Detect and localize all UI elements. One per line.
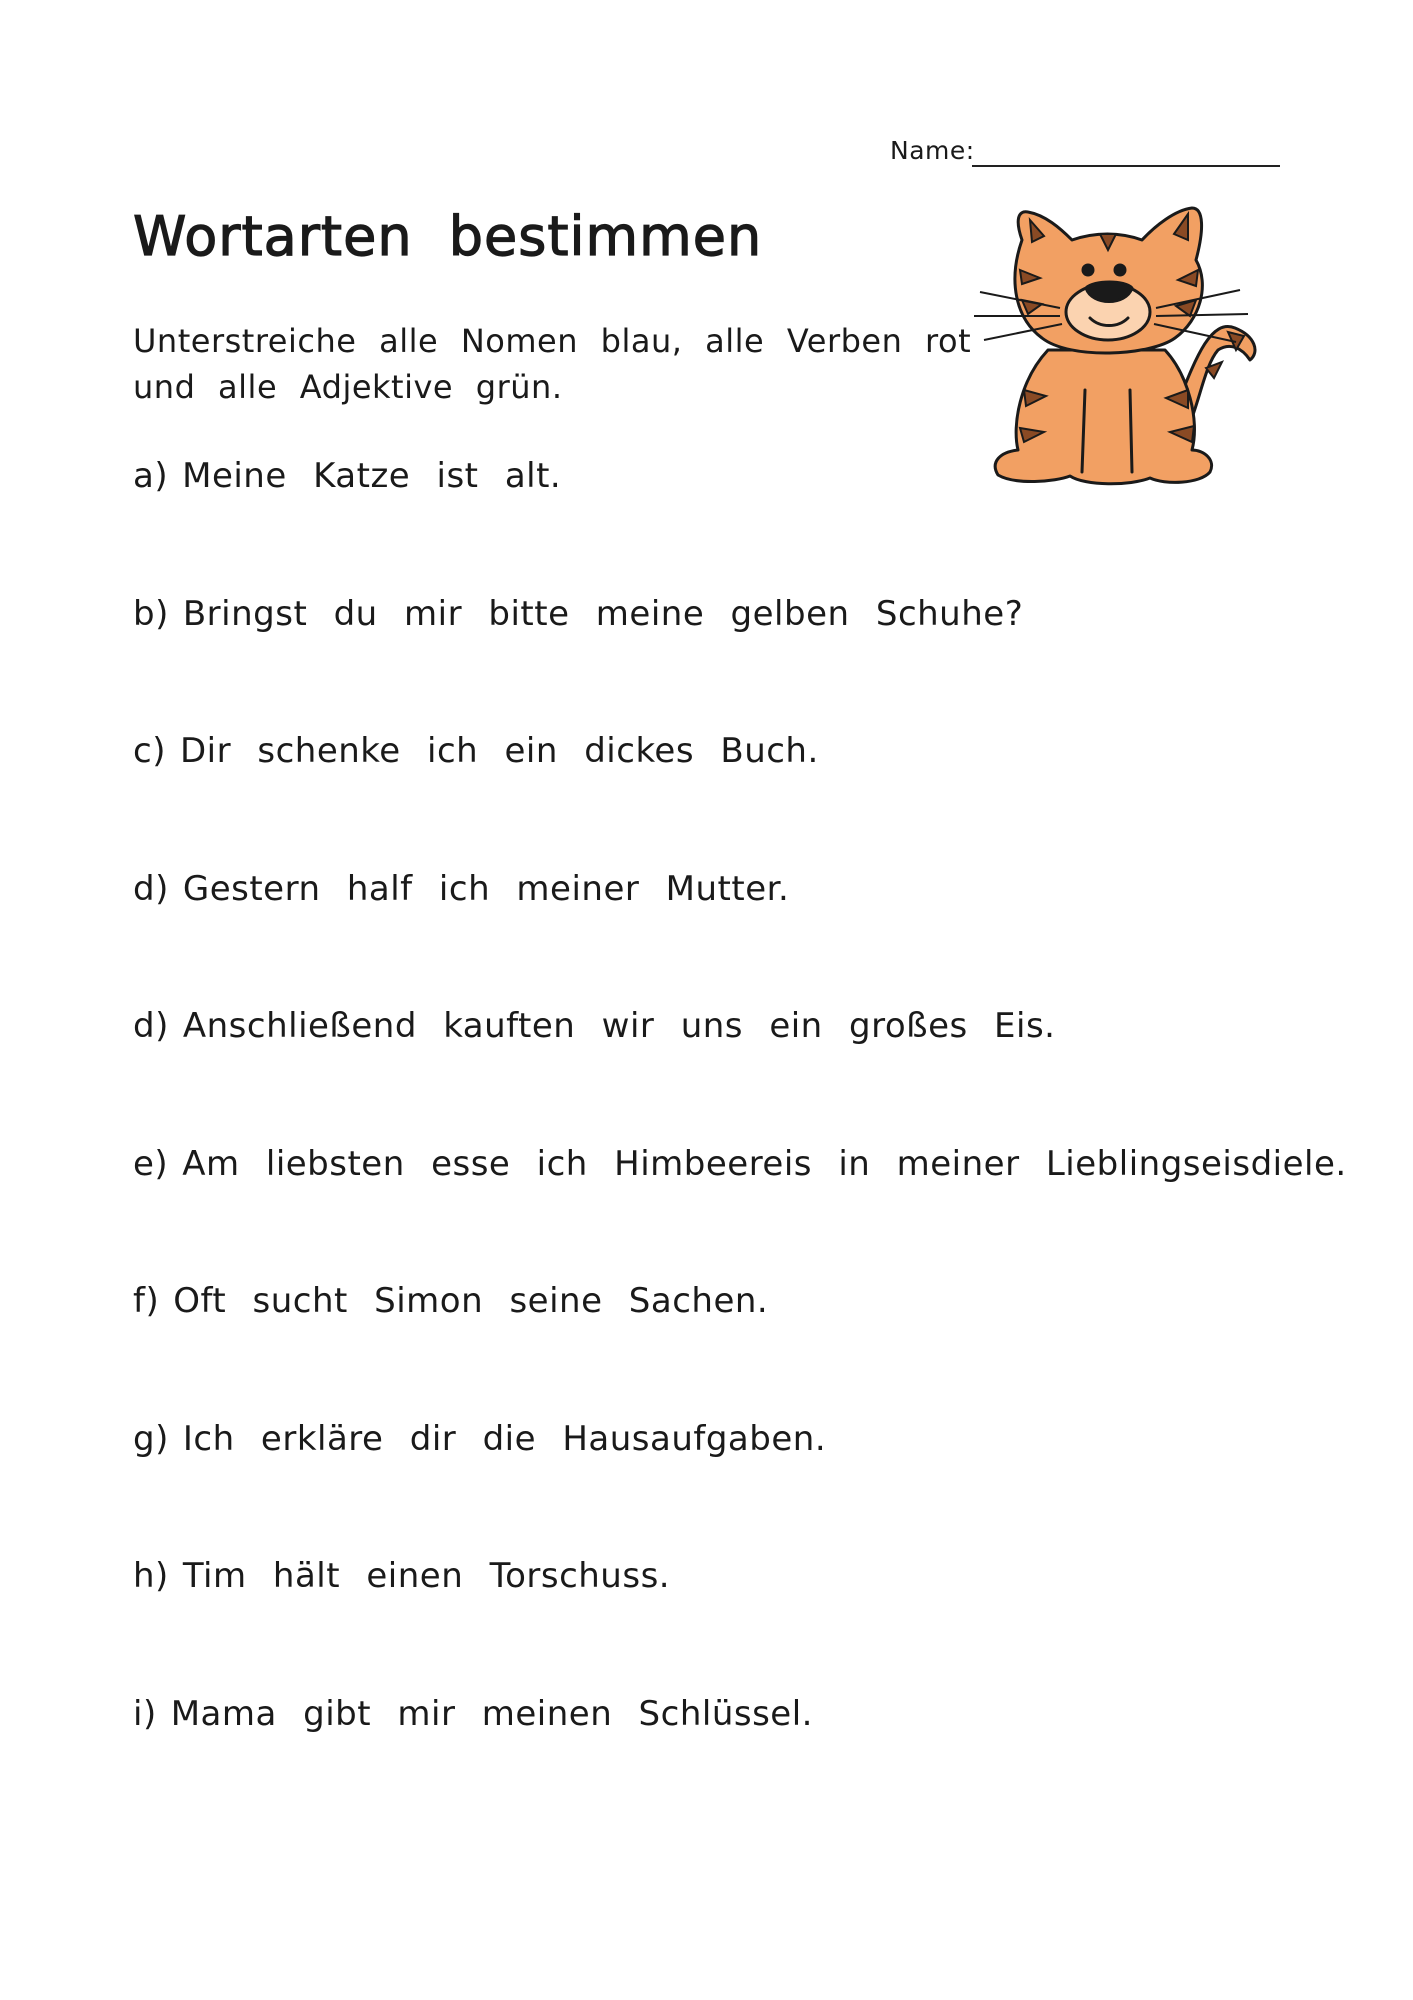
exercise-sentence: Gestern half ich meiner Mutter. (182, 868, 790, 909)
exercise-letter: a) (133, 456, 169, 496)
exercise-sentence: Oft sucht Simon seine Sachen. (173, 1281, 769, 1321)
exercise-d-2 (133, 1006, 1347, 1144)
cat-body (995, 350, 1211, 484)
cat-leg-line-right (1130, 390, 1132, 472)
cat-eye-right (1115, 265, 1125, 275)
instruction-text (133, 318, 972, 410)
exercise-f (133, 1281, 1347, 1419)
exercise-g (133, 1419, 1347, 1557)
exercise-h (133, 1556, 1347, 1694)
exercise-letter: d) (133, 1006, 169, 1046)
exercise-letter: d) (133, 868, 169, 909)
exercise-letter: g) (133, 1418, 169, 1459)
instruction-line-2: und alle Adjektive grün. (133, 368, 563, 406)
cat-icon (960, 200, 1270, 490)
name-line[interactable] (972, 165, 1280, 167)
cat-eye-left (1083, 265, 1093, 275)
exercise-i (133, 1694, 1347, 1832)
instruction-line-1: Unterstreiche alle Nomen blau, alle Verben rot (133, 322, 972, 360)
exercise-sentence: Mama gibt mir meinen Schlüssel. (170, 1693, 813, 1734)
exercise-letter: i) (133, 1693, 157, 1734)
exercise-letter: h) (133, 1556, 169, 1596)
exercise-list (133, 456, 1347, 1831)
exercise-sentence: Dir schenke ich ein dickes Buch. (179, 731, 819, 771)
exercise-letter: f) (133, 1281, 160, 1321)
exercise-letter: c) (133, 731, 166, 771)
exercise-sentence: Bringst du mir bitte meine gelben Schuhe? (182, 593, 1024, 634)
exercise-letter: e) (133, 1143, 169, 1184)
exercise-e (133, 1144, 1347, 1282)
exercise-sentence: Meine Katze ist alt. (182, 456, 562, 496)
page-title: Wortarten bestimmen (133, 205, 763, 268)
exercise-sentence: Tim hält einen Torschuss. (182, 1556, 671, 1596)
exercise-c (133, 731, 1347, 869)
exercise-sentence: Anschließend kauften wir uns ein großes Eis. (182, 1006, 1056, 1046)
cat-nose (1086, 282, 1132, 302)
exercise-d-1 (133, 869, 1347, 1007)
name-label: Name: (890, 136, 975, 165)
exercise-sentence: Am liebsten esse ich Himbeereis in meiner Lieblingseisdiele. (182, 1143, 1347, 1184)
exercise-b (133, 594, 1347, 732)
exercise-sentence: Ich erkläre dir die Hausaufgaben. (182, 1418, 827, 1459)
exercise-letter: b) (133, 593, 169, 634)
name-field[interactable] (890, 134, 1290, 174)
